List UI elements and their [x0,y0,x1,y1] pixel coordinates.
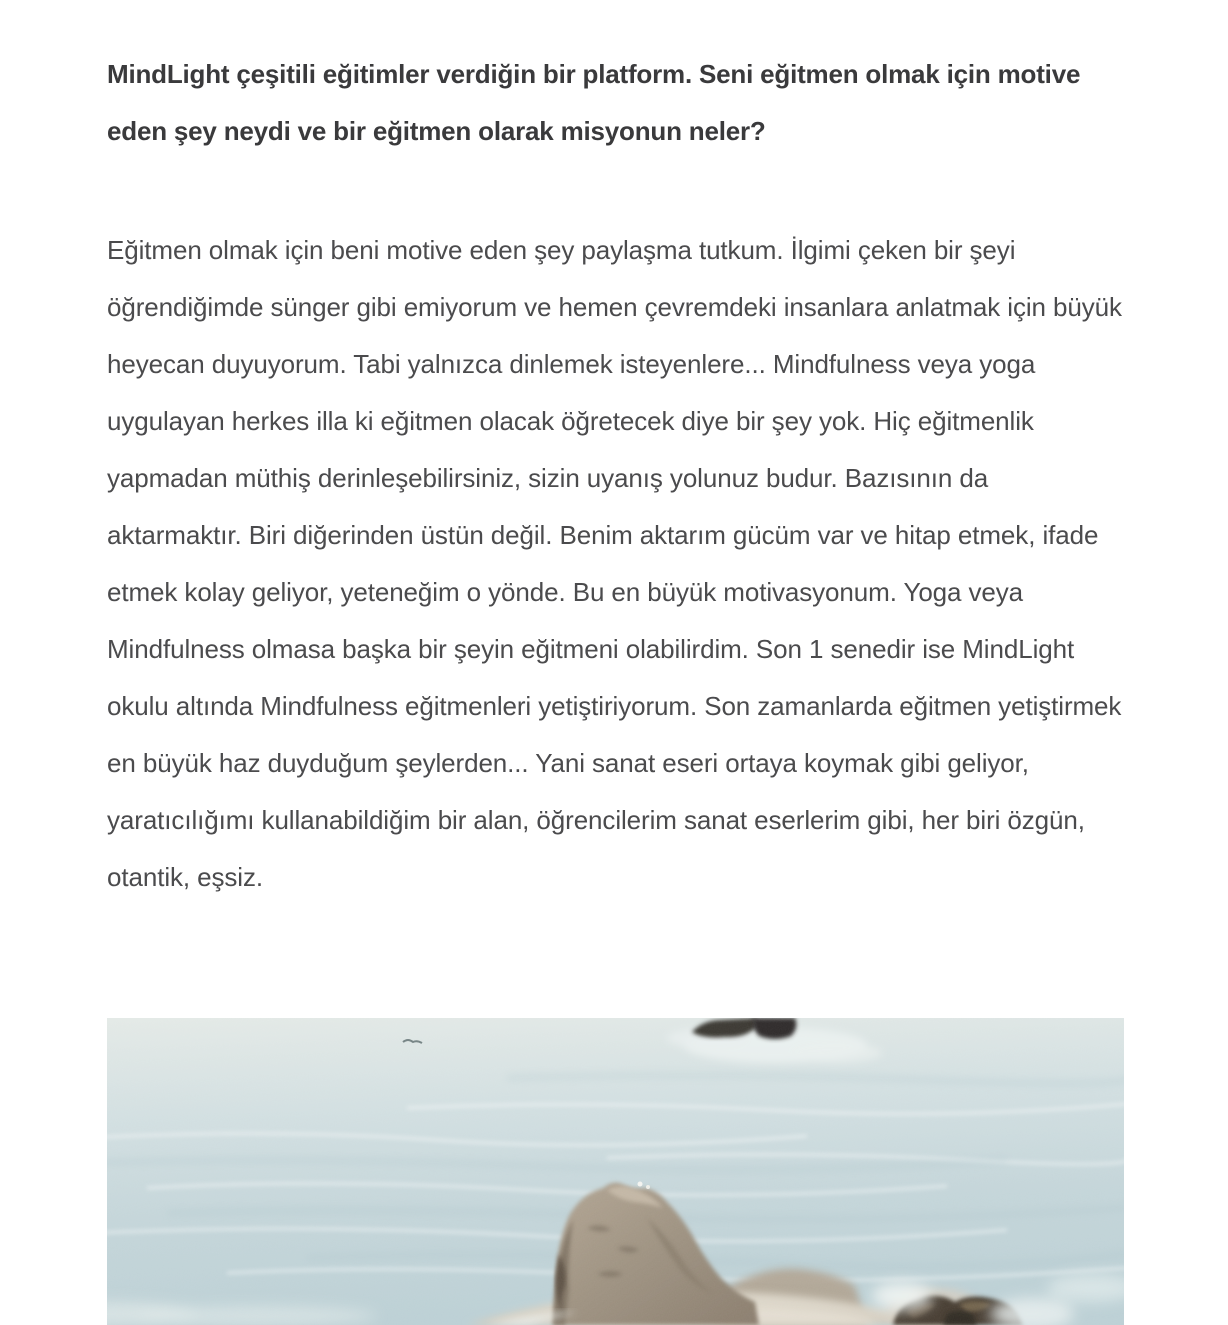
sea-photo [107,1018,1124,1325]
article-paragraph: Eğitmen olmak için beni motive eden şey paylaşma tutkum. İlgimi çeken bir şeyi öğrendiğimde sünger gibi emiyorum ve hemen çevremdeki insanlara anlatmak için büyük heyecan duyuyorum. Tabi yalnızca dinlemek isteyenlere... Mindfulness veya yoga uygulayan herkes illa ki eğitmen olacak öğretecek diye bir şey yok. Hiç eğitmenlik yapmadan müthiş derinleşebilirsiniz, sizin uyanış yolunuz budur. Bazısının da aktarmaktır. Biri diğerinden üstün değil. Benim aktarım gücüm var ve hitap etmek, ifade etmek kolay geliyor, yeteneğim o yönde. Bu en büyük motivasyonum. Yoga veya Mindfulness olmasa başka bir şeyin eğitmeni olabilirdim. Son 1 senedir ise MindLight okulu altında Mindfulness eğitmenleri yetiştiriyorum. Son zamanlarda eğitmen yetiştirmek en büyük haz duyduğum şeylerden... Yani sanat eseri ortaya koymak gibi geliyor, yaratıcılığımı kullanabildiğim bir alan, öğrencilerim sanat eserlerim gibi, her biri özgün, otantik, eşsiz. [107,235,1122,892]
article-image [107,1018,1124,1325]
article-heading: MindLight çeşitili eğitimler verdiğin bir platform. Seni eğitmen olmak için motive eden şey neydi ve bir eğitmen olarak misyonun neler? [107,59,1081,146]
article [107,0,1124,906]
